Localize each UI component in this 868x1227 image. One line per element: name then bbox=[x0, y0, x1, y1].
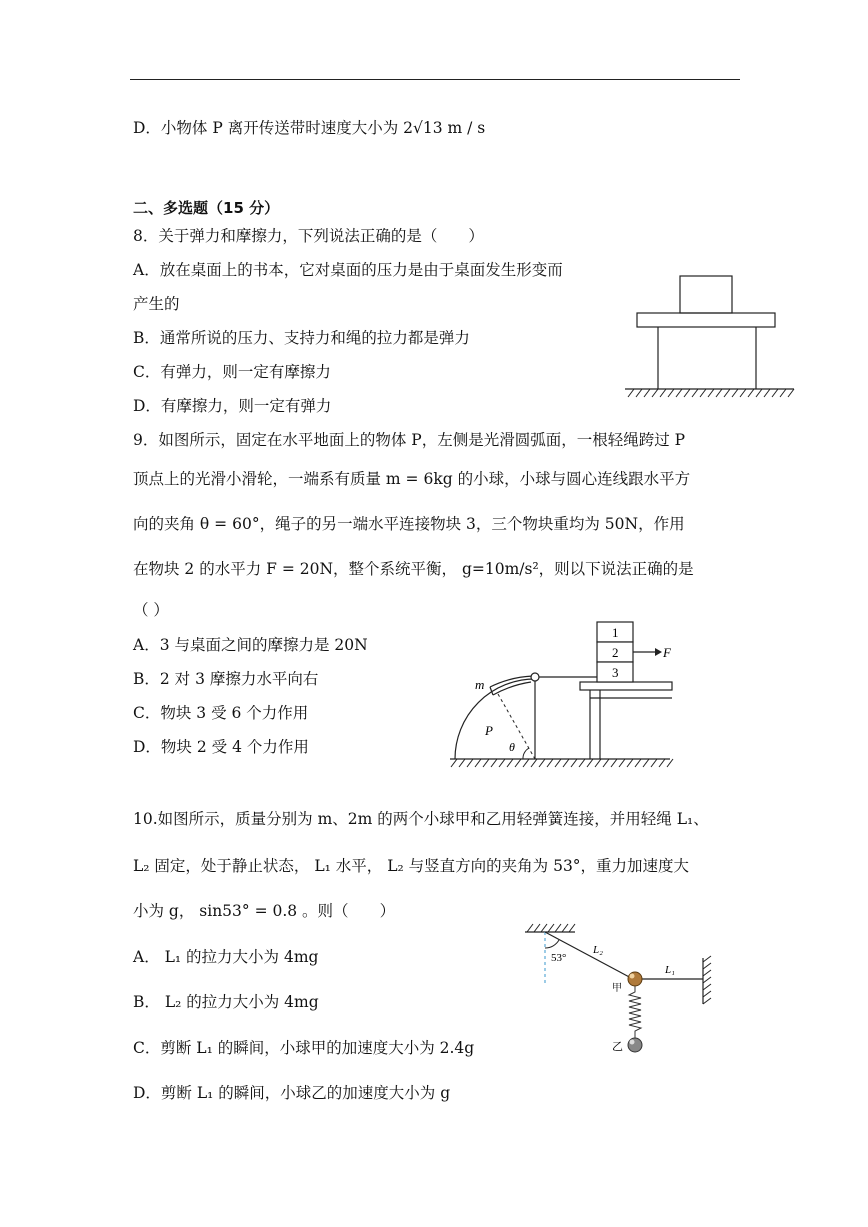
force-label: F bbox=[663, 645, 671, 660]
q9-stem-5: （ ） bbox=[133, 601, 169, 619]
q9-option-a: A．3 与桌面之间的摩擦力是 20N bbox=[133, 636, 368, 654]
q8-stem: 8．关于弹力和摩擦力，下列说法正确的是（ ） bbox=[133, 227, 484, 245]
ball-yi-label: 乙 bbox=[612, 1041, 623, 1053]
ball-jia-label: 甲 bbox=[612, 983, 622, 994]
q8-option-c: C．有弹力，则一定有摩擦力 bbox=[133, 363, 331, 381]
q10-stem-3: 小为 g， sin53° = 0.8 。则（ ） bbox=[133, 902, 396, 920]
mass-label: m bbox=[475, 677, 485, 692]
q8-option-a-cont: 产生的 bbox=[133, 295, 180, 313]
q9-stem-3: 向的夹角 θ = 60°，绳子的另一端水平连接物块 3，三个物块重均为 50N，作用 bbox=[133, 515, 685, 533]
block-3-label: 3 bbox=[612, 665, 619, 680]
angle-label: θ bbox=[509, 740, 515, 754]
angle-53-label: 53° bbox=[551, 952, 567, 964]
q10-figure bbox=[515, 918, 720, 1063]
q9-option-c: C．物块 3 受 6 个力作用 bbox=[133, 704, 309, 722]
q7-option-d: D．小物体 P 离开传送带时速度大小为 2√13 m / s bbox=[133, 119, 486, 137]
q9-stem-2: 顶点上的光滑小滑轮，一端系有质量 m = 6kg 的小球，小球与圆心连线跟水平方 bbox=[133, 470, 691, 488]
body-label: P bbox=[485, 723, 493, 738]
q9-option-b: B．2 对 3 摩擦力水平向右 bbox=[133, 670, 319, 688]
q9-stem-1: 9．如图所示，固定在水平地面上的物体 P，左侧是光滑圆弧面，一根轻绳跨过 P bbox=[133, 431, 686, 449]
q10-option-a: A． L₁ 的拉力大小为 4mg bbox=[133, 948, 319, 966]
rope-l1-label: L₁ bbox=[665, 964, 675, 976]
block-2-label: 2 bbox=[612, 645, 619, 660]
q10-stem-1: 10.如图所示，质量分别为 m、2m 的两个小球甲和乙用轻弹簧连接，并用轻绳 L₁、 bbox=[133, 810, 709, 828]
q8-option-d: D．有摩擦力，则一定有弹力 bbox=[133, 397, 332, 415]
q8-figure bbox=[620, 270, 800, 405]
q8-option-b: B．通常所说的压力、支持力和绳的拉力都是弹力 bbox=[133, 329, 470, 347]
rope-l2-label: L₂ bbox=[593, 944, 603, 956]
block-1-label: 1 bbox=[612, 625, 619, 640]
q10-option-d: D．剪断 L₁ 的瞬间，小球乙的加速度大小为 g bbox=[133, 1084, 451, 1102]
q10-option-c: C．剪断 L₁ 的瞬间，小球甲的加速度大小为 2.4g bbox=[133, 1039, 475, 1057]
q9-option-d: D．物块 2 受 4 个力作用 bbox=[133, 738, 309, 756]
q9-figure bbox=[445, 615, 685, 775]
q10-option-b: B． L₂ 的拉力大小为 4mg bbox=[133, 993, 319, 1011]
q9-stem-4: 在物块 2 的水平力 F = 20N，整个系统平衡， g=10m/s²，则以下说法正确的是 bbox=[133, 560, 694, 578]
q10-stem-2: L₂ 固定，处于静止状态， L₁ 水平， L₂ 与竖直方向的夹角为 53°，重力加速度大 bbox=[133, 857, 690, 875]
section-heading: 二、多选题（15 分） bbox=[133, 199, 280, 217]
header-rule bbox=[130, 79, 740, 80]
q8-option-a: A．放在桌面上的书本，它对桌面的压力是由于桌面发生形变而 bbox=[133, 261, 563, 279]
